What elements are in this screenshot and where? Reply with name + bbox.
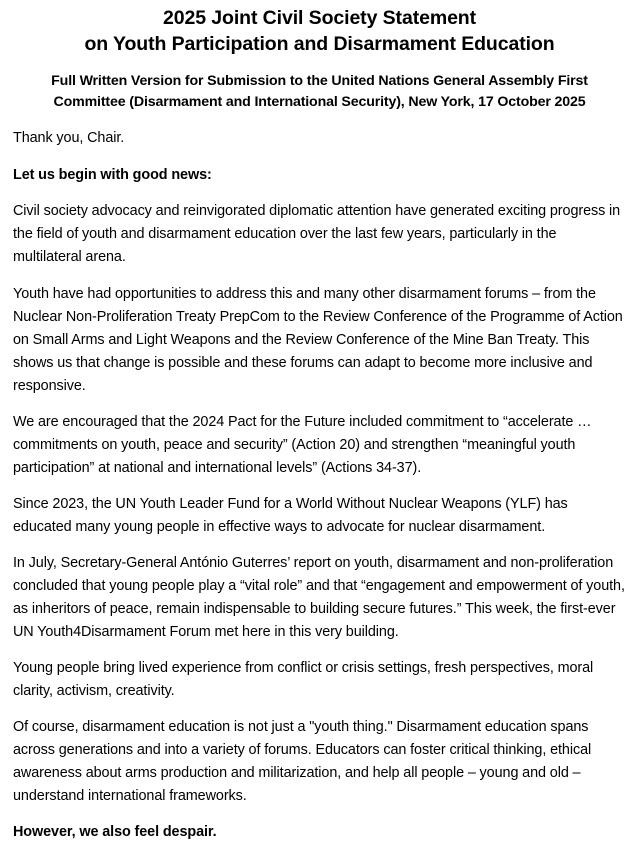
- paragraph-despair-heading: However, we also feel despair.: [13, 824, 217, 840]
- paragraph-guterres-report: In July, Secretary-General António Guterres’ report on youth, disarmament and non-proliferation concluded that young people play a “vital role” and that “engagement and empowerment of youth, as inheritors of peace, remain indispensable to building secure futures.” This week, the first-ever UN Youth4Disarmament Forum met here in this very building.: [13, 555, 625, 640]
- title-line-1: 2025 Joint Civil Society Statement: [162, 7, 477, 29]
- paragraph-pact-for-the-future: We are encouraged that the 2024 Pact for the Future included commitment to “accelerate … commitments on youth, peace and security” (Action 20) and strengthen “meaningful youth participation” at national and international levels” (Actions 34-37).: [13, 414, 592, 476]
- paragraph-not-just-youth-thing: Of course, disarmament education is not just a "youth thing." Disarmament education spans across generations and into a variety of forums. Educators can foster critical thinking, ethical awareness about arms production and militarization, and help all people – young and old – understand international frameworks.: [13, 719, 592, 804]
- document-title: [13, 0, 626, 57]
- subtitle-line-1: Full Written Version for Submission to the United Nations General Assembly First: [51, 73, 588, 89]
- paragraph-greeting: Thank you, Chair.: [13, 130, 125, 146]
- document-subtitle: [13, 71, 626, 112]
- paragraph-civil-society-advocacy: Civil society advocacy and reinvigorated diplomatic attention have generated exciting progress in the field of youth and disarmament education over the last few years, particularly in the multilateral arena.: [13, 203, 621, 265]
- paragraph-youth-opportunities: Youth have had opportunities to address this and many other disarmament forums – from the Nuclear Non-Proliferation Treaty PrepCom to the Review Conference of the Programme of Action on Small Arms and Light Weapons and the Review Conference of the Mine Ban Treaty. This shows us that change is possible and these forums can adapt to become more inclusive and responsive.: [13, 285, 623, 394]
- title-line-2: on Youth Participation and Disarmament Education: [84, 33, 555, 55]
- paragraph-youth-leader-fund: Since 2023, the UN Youth Leader Fund for a World Without Nuclear Weapons (YLF) has educated many young people in effective ways to advocate for nuclear disarmament.: [13, 496, 568, 535]
- subtitle-line-2: Committee (Disarmament and International Security), New York, 17 October 2025: [53, 93, 586, 110]
- document-body: [13, 127, 626, 844]
- paragraph-lived-experience: Young people bring lived experience from conflict or crisis settings, fresh perspectives, moral clarity, activism, creativity.: [13, 660, 594, 699]
- paragraph-good-news-heading: Let us begin with good news:: [13, 166, 212, 183]
